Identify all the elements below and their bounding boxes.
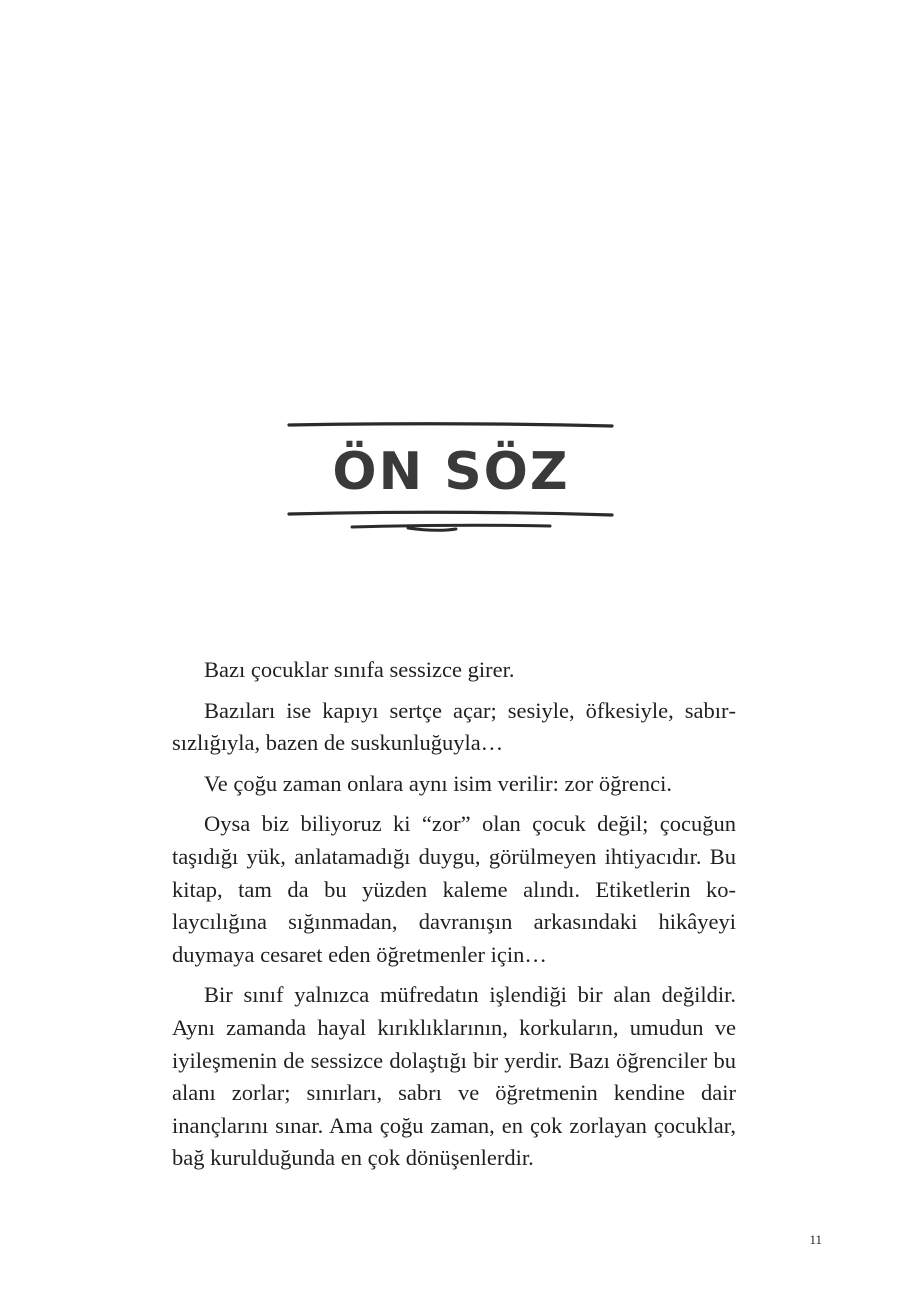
- paragraph: Oysa biz biliyoruz ki “zor” olan çocuk değil; çocuğun taşıdığı yük, anlatamadığı duygu, görülmeyen ihtiyacıdır. Bu kitap, tam da bu yüzden kaleme alındı. Etiketlerin kolaycılığına sığınmadan, davranışın arkasındaki hikâyeyi duymaya cesaret eden öğretmenler için…: [172, 811, 736, 967]
- paragraph: Ve çoğu zaman onlara aynı isim verilir: zor öğrenci.: [204, 770, 672, 796]
- chapter-heading: [286, 418, 616, 538]
- brush-stroke: [352, 525, 550, 530]
- bottom-rule: [289, 512, 612, 515]
- page-number: 11: [809, 1232, 822, 1247]
- body-text: [172, 654, 736, 1183]
- top-rule: [289, 424, 612, 426]
- paragraph: Bazı çocuklar sınıfa sessizce girer.: [204, 657, 515, 682]
- paragraph: Bazıları ise kapıyı sertçe açar; sesiyle, öfkesiyle, sabırsızlığıyla, bazen de suskunluğuyla…: [172, 697, 736, 756]
- chapter-title: ÖN SÖZ: [332, 442, 570, 502]
- paragraph: Bir sınıf yalnızca müfredatın işlendiği bir alan değildir. Aynı zamanda hayal kırıklıklarının, korkuların, umudun ve iyileşmenin de sessizce dolaştığı bir yerdir. Bazı öğrenciler bu alanı zorlar; sınırları, sabrı ve öğretmenin kendine dair inançlarını sınar. Ama çoğu zaman, en çok zorlayan çocuklar, bağ kurulduğunda en çok dönüşenlerdir.: [172, 982, 736, 1171]
